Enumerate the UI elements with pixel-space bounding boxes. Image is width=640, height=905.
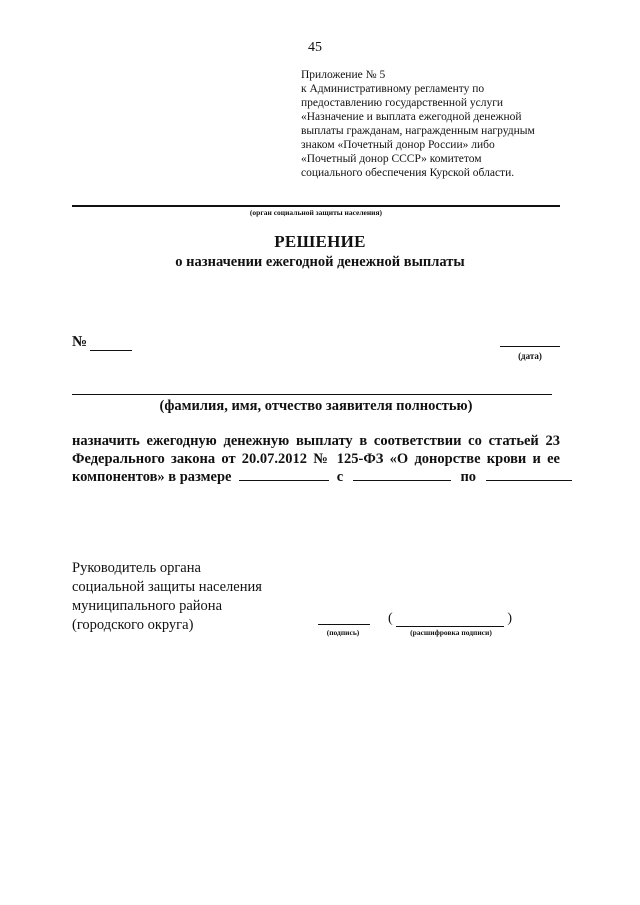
amount-blank [239, 468, 329, 481]
to-date-blank [486, 468, 572, 481]
decode-open-paren: ( [388, 611, 393, 626]
body-line: Федерального закона от 20.07.2012 № 125-ФЗ «О донорстве крови и ее [72, 451, 560, 467]
date-caption: (дата) [518, 351, 542, 361]
appendix-line: социального обеспечения Курской области. [301, 167, 515, 179]
signer-line: (городского округа) [72, 617, 194, 633]
from-label: с [336, 469, 344, 485]
org-name-line [72, 205, 560, 207]
amount-label: компонентов» в размере [72, 469, 232, 485]
appendix-header [301, 68, 601, 180]
signer-block [72, 559, 262, 635]
signature-caption: (подпись) [326, 628, 360, 637]
signer-line: муниципального района [72, 598, 222, 614]
page-number: 45 [308, 40, 322, 55]
decision-number-label: № [72, 334, 88, 350]
appendix-line: предоставлению государственной услуги [301, 97, 504, 109]
body-line-amount [72, 468, 560, 486]
appendix-line: к Административному регламенту по [301, 83, 485, 95]
body-line: назначить ежегодную денежную выплату в соответствии со статьей 23 [72, 433, 560, 449]
decode-blank [396, 626, 504, 627]
signature-blank [318, 624, 370, 625]
appendix-line: знаком «Почетный донор России» либо [301, 139, 495, 151]
applicant-name-line [72, 394, 552, 395]
decision-number-blank [90, 350, 132, 351]
decode-close-paren: ) [507, 611, 512, 626]
date-blank [500, 346, 560, 347]
decode-caption: (расшифровка подписи) [410, 628, 492, 637]
document-title: РЕШЕНИЕ [274, 232, 366, 251]
from-date-blank [353, 468, 451, 481]
org-caption: (орган социальной защиты населения) [249, 208, 383, 217]
to-label: по [460, 469, 477, 485]
signer-line: социальной защиты населения [72, 579, 262, 595]
appendix-line: Приложение № 5 [301, 69, 386, 81]
appendix-line: выплаты гражданам, награжденным нагрудным [301, 125, 535, 137]
appendix-line: «Почетный донор СССР» комитетом [301, 153, 482, 165]
appendix-line: «Назначение и выплата ежегодной денежной [301, 111, 522, 123]
signer-line: Руководитель органа [72, 560, 201, 576]
applicant-caption: (фамилия, имя, отчество заявителя полностью) [159, 398, 473, 414]
document-subtitle: о назначении ежегодной денежной выплаты [175, 254, 465, 270]
decision-body [72, 432, 560, 486]
